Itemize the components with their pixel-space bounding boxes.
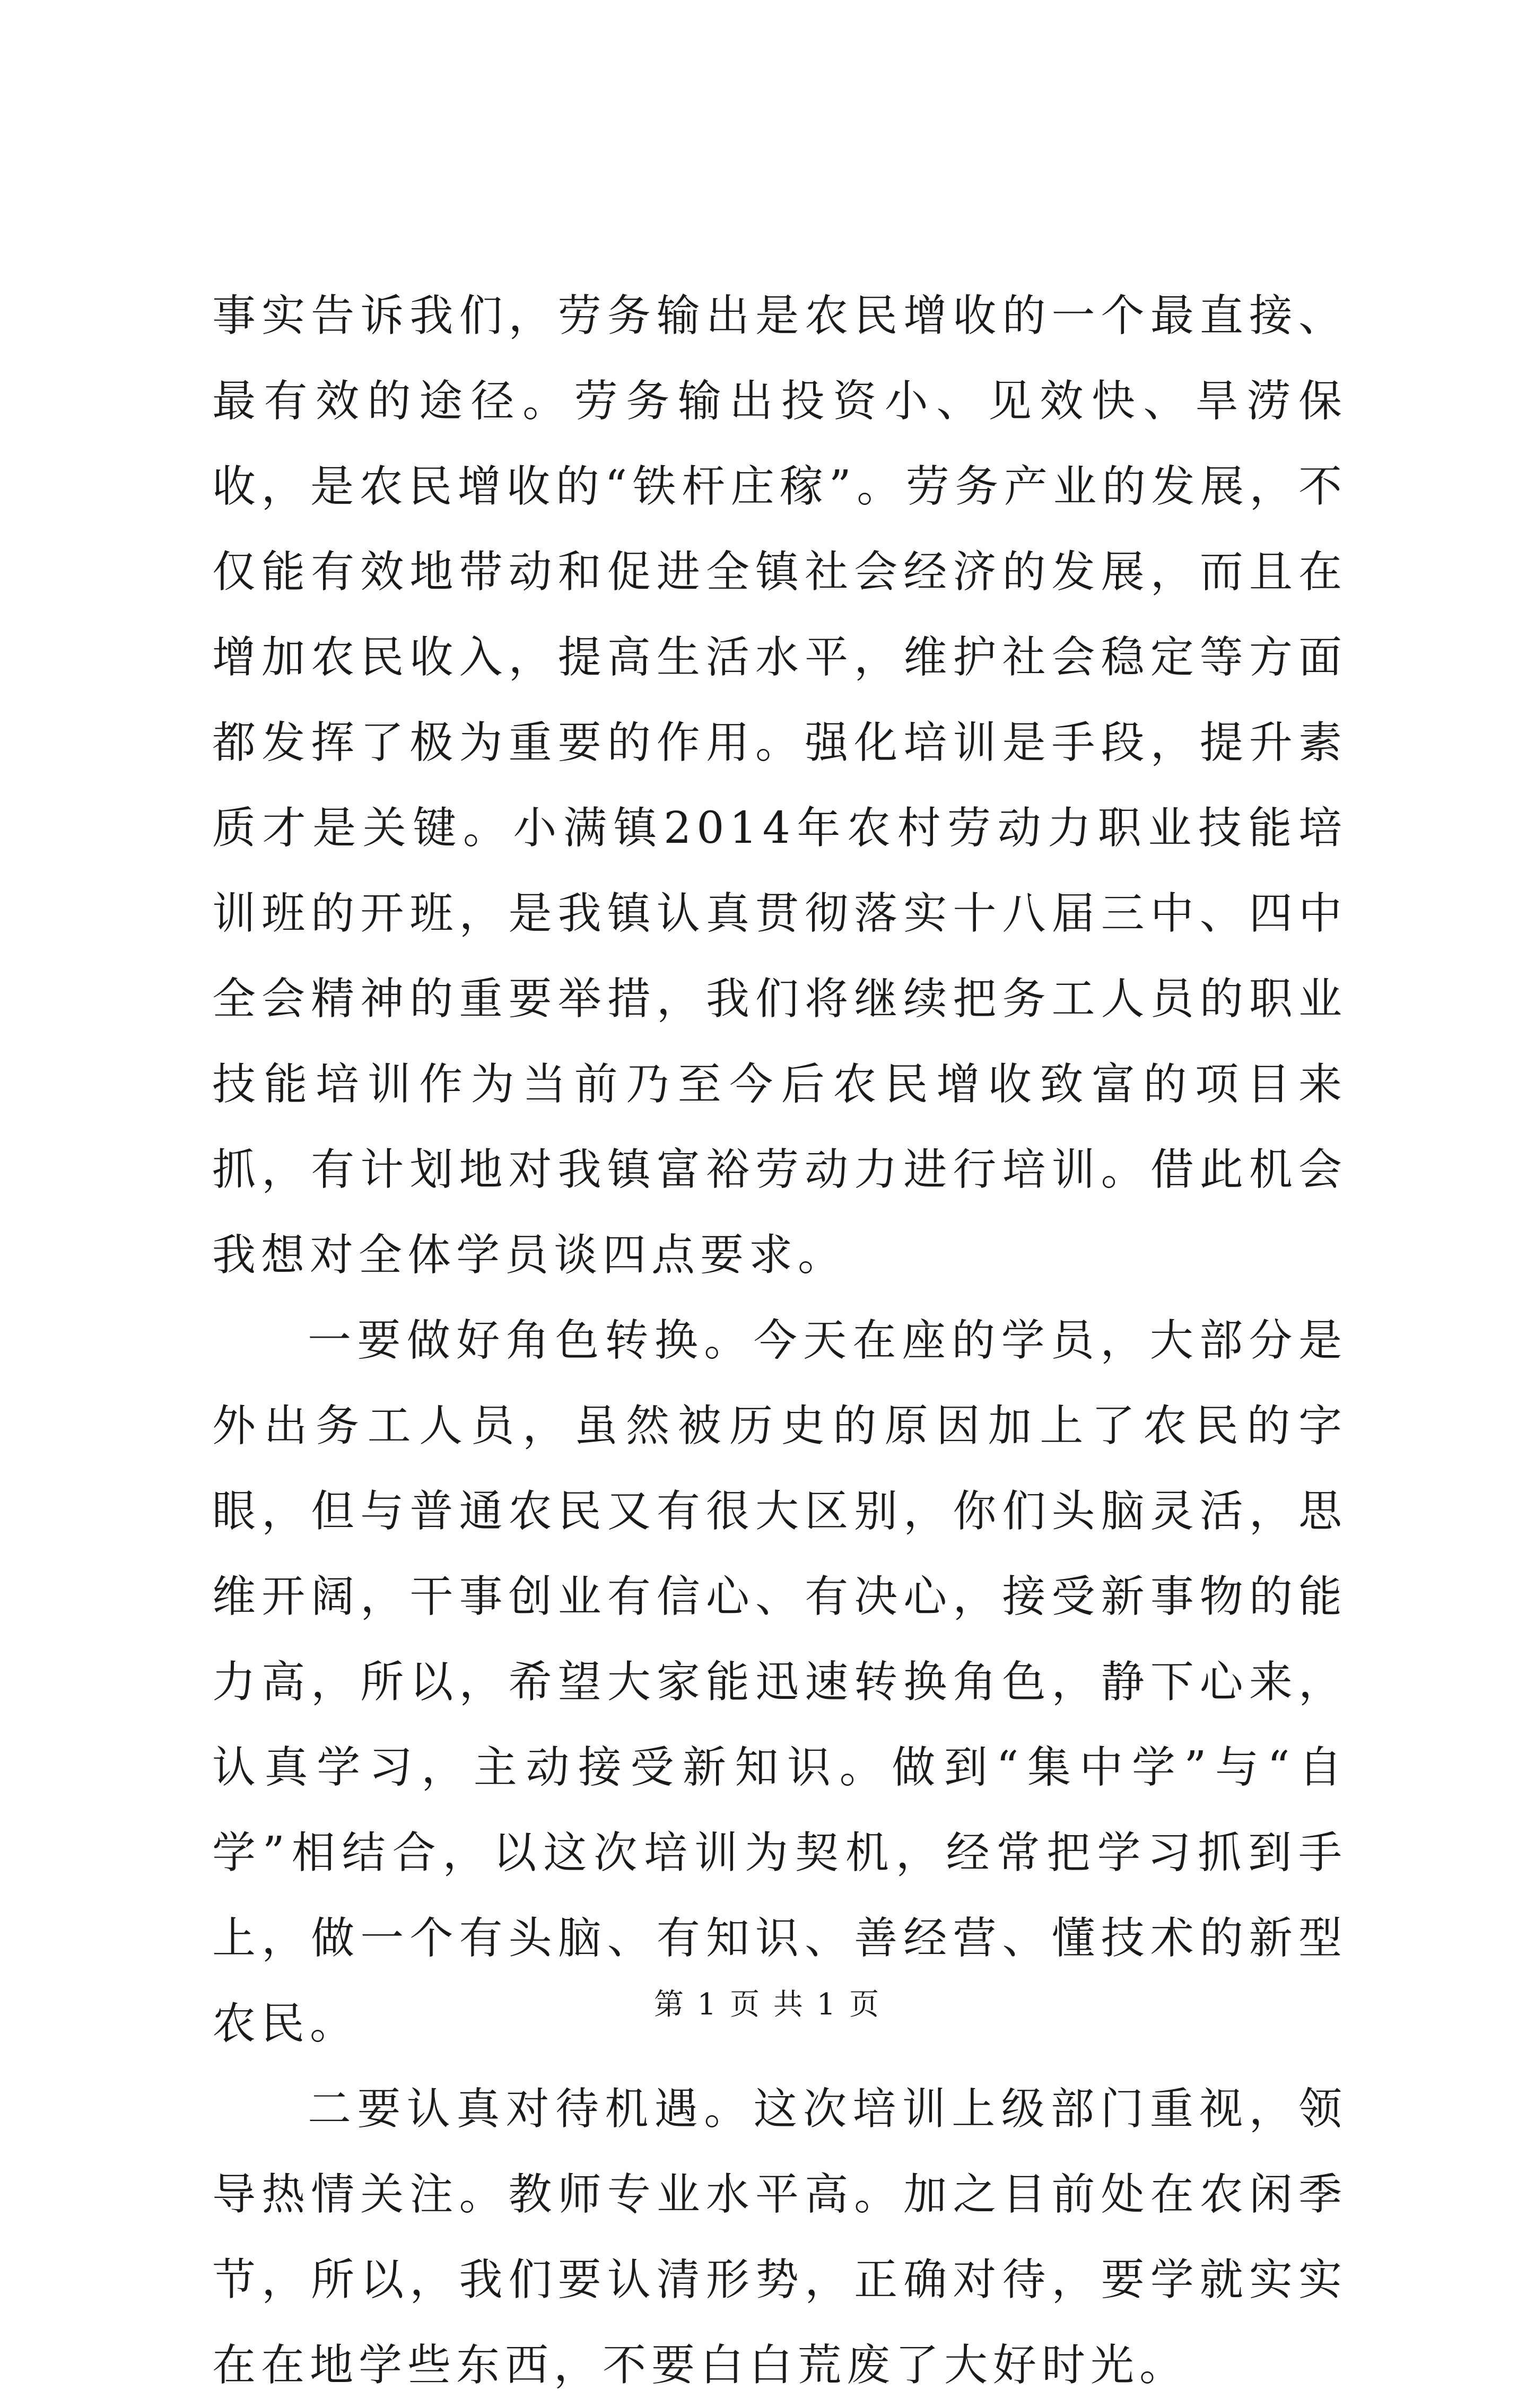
page-footer: 第 1 页 共 1 页: [653, 1987, 882, 2022]
paragraph-3: 二要认真对待机遇。这次培训上级部门重视，领导热情关注。教师专业水平高。加之目前处在农闲季节，所以，我们要认清形势，正确对待，要学就实实在在地学些东西，不要白白荒废了大好时光。: [212, 2084, 1347, 2390]
paragraph-2: 一要做好角色转换。今天在座的学员，大部分是外出务工人员，虽然被历史的原因加上了农民的字眼，但与普通农民又有很大区别，你们头脑灵活，思维开阔，干事创业有信心、有决心，接受新事物的能力高，所以，希望大家能迅速转换角色，静下心来，认真学习，主动接受新知识。做到“集中学”与“自学”相结合，以这次培训为契机，经常把学习抓到手上，做一个有头脑、有知识、善经营、懂技术的新型农民。: [212, 1315, 1347, 2049]
paragraph-1: 事实告诉我们，劳务输出是农民增收的一个最直接、最有效的途径。劳务输出投资小、见效快、旱涝保收，是农民增收的“铁杆庄稼”。劳务产业的发展，不仅能有效地带动和促进全镇社会经济的发展，而且在增加农民收入，提高生活水平，维护社会稳定等方面都发挥了极为重要的作用。强化培训是手段，提升素质才是关键。小满镇2014年农村劳动力职业技能培训班的开班，是我镇认真贯彻落实十八届三中、四中全会精神的重要举措，我们将继续把务工人员的职业技能培训作为当前乃至今后农民增收致富的项目来抓，有计划地对我镇富裕劳动力进行培训。借此机会我想对全体学员谈四点要求。: [212, 291, 1347, 1280]
document-body: [212, 273, 1347, 2408]
